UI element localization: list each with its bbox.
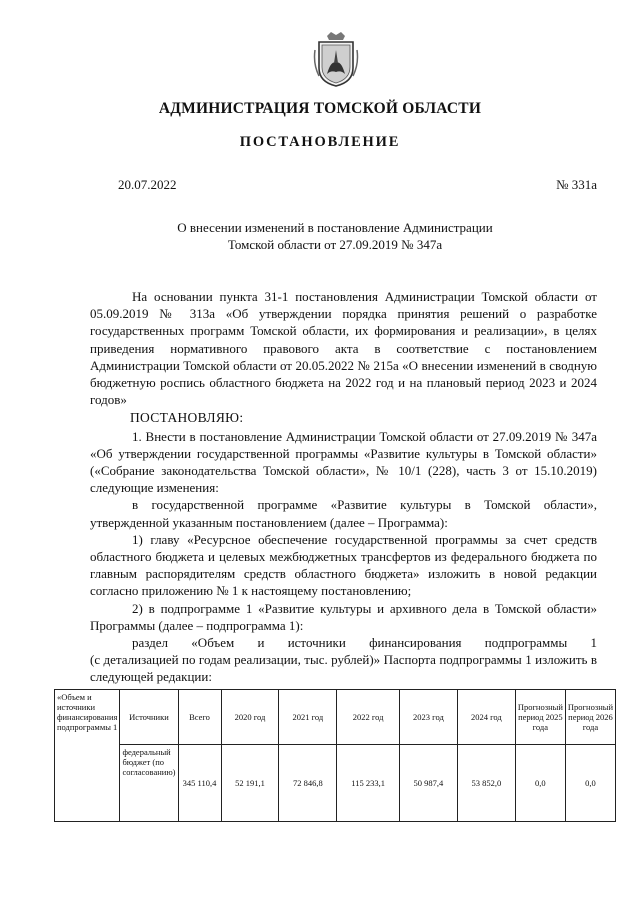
subitem-2-paragraph: 2) в подпрограмме 1 «Развитие культуры и архивного дела в Томской области» Программы (далее – подпрограмма 1): (90, 600, 597, 633)
table-cell: 52 191,1 (221, 745, 279, 822)
table-header-cell: Прогнозный период 2026 года (565, 690, 615, 745)
table-cell: 345 110,4 (178, 745, 221, 822)
document-number: № 331а (556, 177, 597, 192)
table-cell: 0,0 (565, 745, 615, 822)
table-cell: 115 233,1 (337, 745, 400, 822)
subject-line-2: Томской области от 27.09.2019 № 347а (227, 237, 443, 252)
table-cell: 53 852,0 (457, 745, 515, 822)
section-line-1: раздел «Объем и источники финансирования подпрограммы 1 (132, 635, 597, 651)
coat-of-arms-emblem (313, 30, 359, 88)
document-date: 20.07.2022 (118, 177, 177, 192)
table-header-cell: 2023 год (399, 690, 457, 745)
table-header-cell: 2022 год (337, 690, 400, 745)
table-header-cell: Источники (120, 690, 178, 745)
table-cell: 72 846,8 (279, 745, 337, 822)
subject-line-1: О внесении изменений в постановление Администрации (177, 220, 493, 235)
table-header-cell: 2024 год (457, 690, 515, 745)
preamble-paragraph: На основании пункта 31-1 постановления Администрации Томской области от 05.09.2019 № 313а «Об утверждении порядка принятия решений о разработке государственных программ Томской области, их формирования и реализации», в целях приведения нормативного правового акта в соответствие с постановлением Администрации Томской области от 20.05.2022 № 215а «О внесении изменений в сводную бюджетную роспись областного бюджета на 2022 год и на плановый период 2023 и 2024 годов» (90, 289, 597, 408)
table-header-cell: 2020 год (221, 690, 279, 745)
table-header-cell: Прогнозный период 2025 года (515, 690, 565, 745)
table-cell: 50 987,4 (399, 745, 457, 822)
table-row (55, 745, 616, 822)
table-header-row (55, 690, 616, 745)
table-header-cell: Всего (178, 690, 221, 745)
table-cell: 0,0 (515, 745, 565, 822)
document-body (90, 288, 597, 686)
table-header-cell: 2021 год (279, 690, 337, 745)
subitem-1-paragraph: 1) главу «Ресурсное обеспечение государственной программы за счет средств областного бюджета и целевых межбюджетных трансфертов из федерального бюджета по главным распорядителям средств областного бюджета» изложить в новой редакции согласно приложению № 1 к настоящему постановлению; (90, 531, 597, 599)
resolve-heading: ПОСТАНОВЛЯЮ: (130, 410, 244, 426)
table-cell-source: федеральный бюджет (по согласованию) (120, 745, 178, 822)
financing-table (54, 689, 616, 822)
section-line-rest: (с детализацией по годам реализации, тыс. рублей)» Паспорта подпрограммы 1 изложить в следующей редакции: (90, 652, 597, 685)
table-row-label: «Объем и источники финансирования подпрограммы 1 (55, 690, 120, 822)
organization-title: АДМИНИСТРАЦИЯ ТОМСКОЙ ОБЛАСТИ (158, 100, 482, 117)
item-1-intro-paragraph: в государственной программе «Развитие культуры в Томской области», утвержденной указанным постановлением (далее – Программа): (90, 497, 597, 530)
document-type-title: ПОСТАНОВЛЕНИЕ (239, 134, 401, 150)
item-1-paragraph: 1. Внести в постановление Администрации Томской области от 27.09.2019 № 347а «Об утверждении государственной программы «Развитие культуры в Томской области» («Собрание законодательства Томской области», № 10/1 (228), часть 3 от 15.10.2019) следующие изменения: (90, 428, 597, 496)
document-subject (150, 219, 520, 253)
